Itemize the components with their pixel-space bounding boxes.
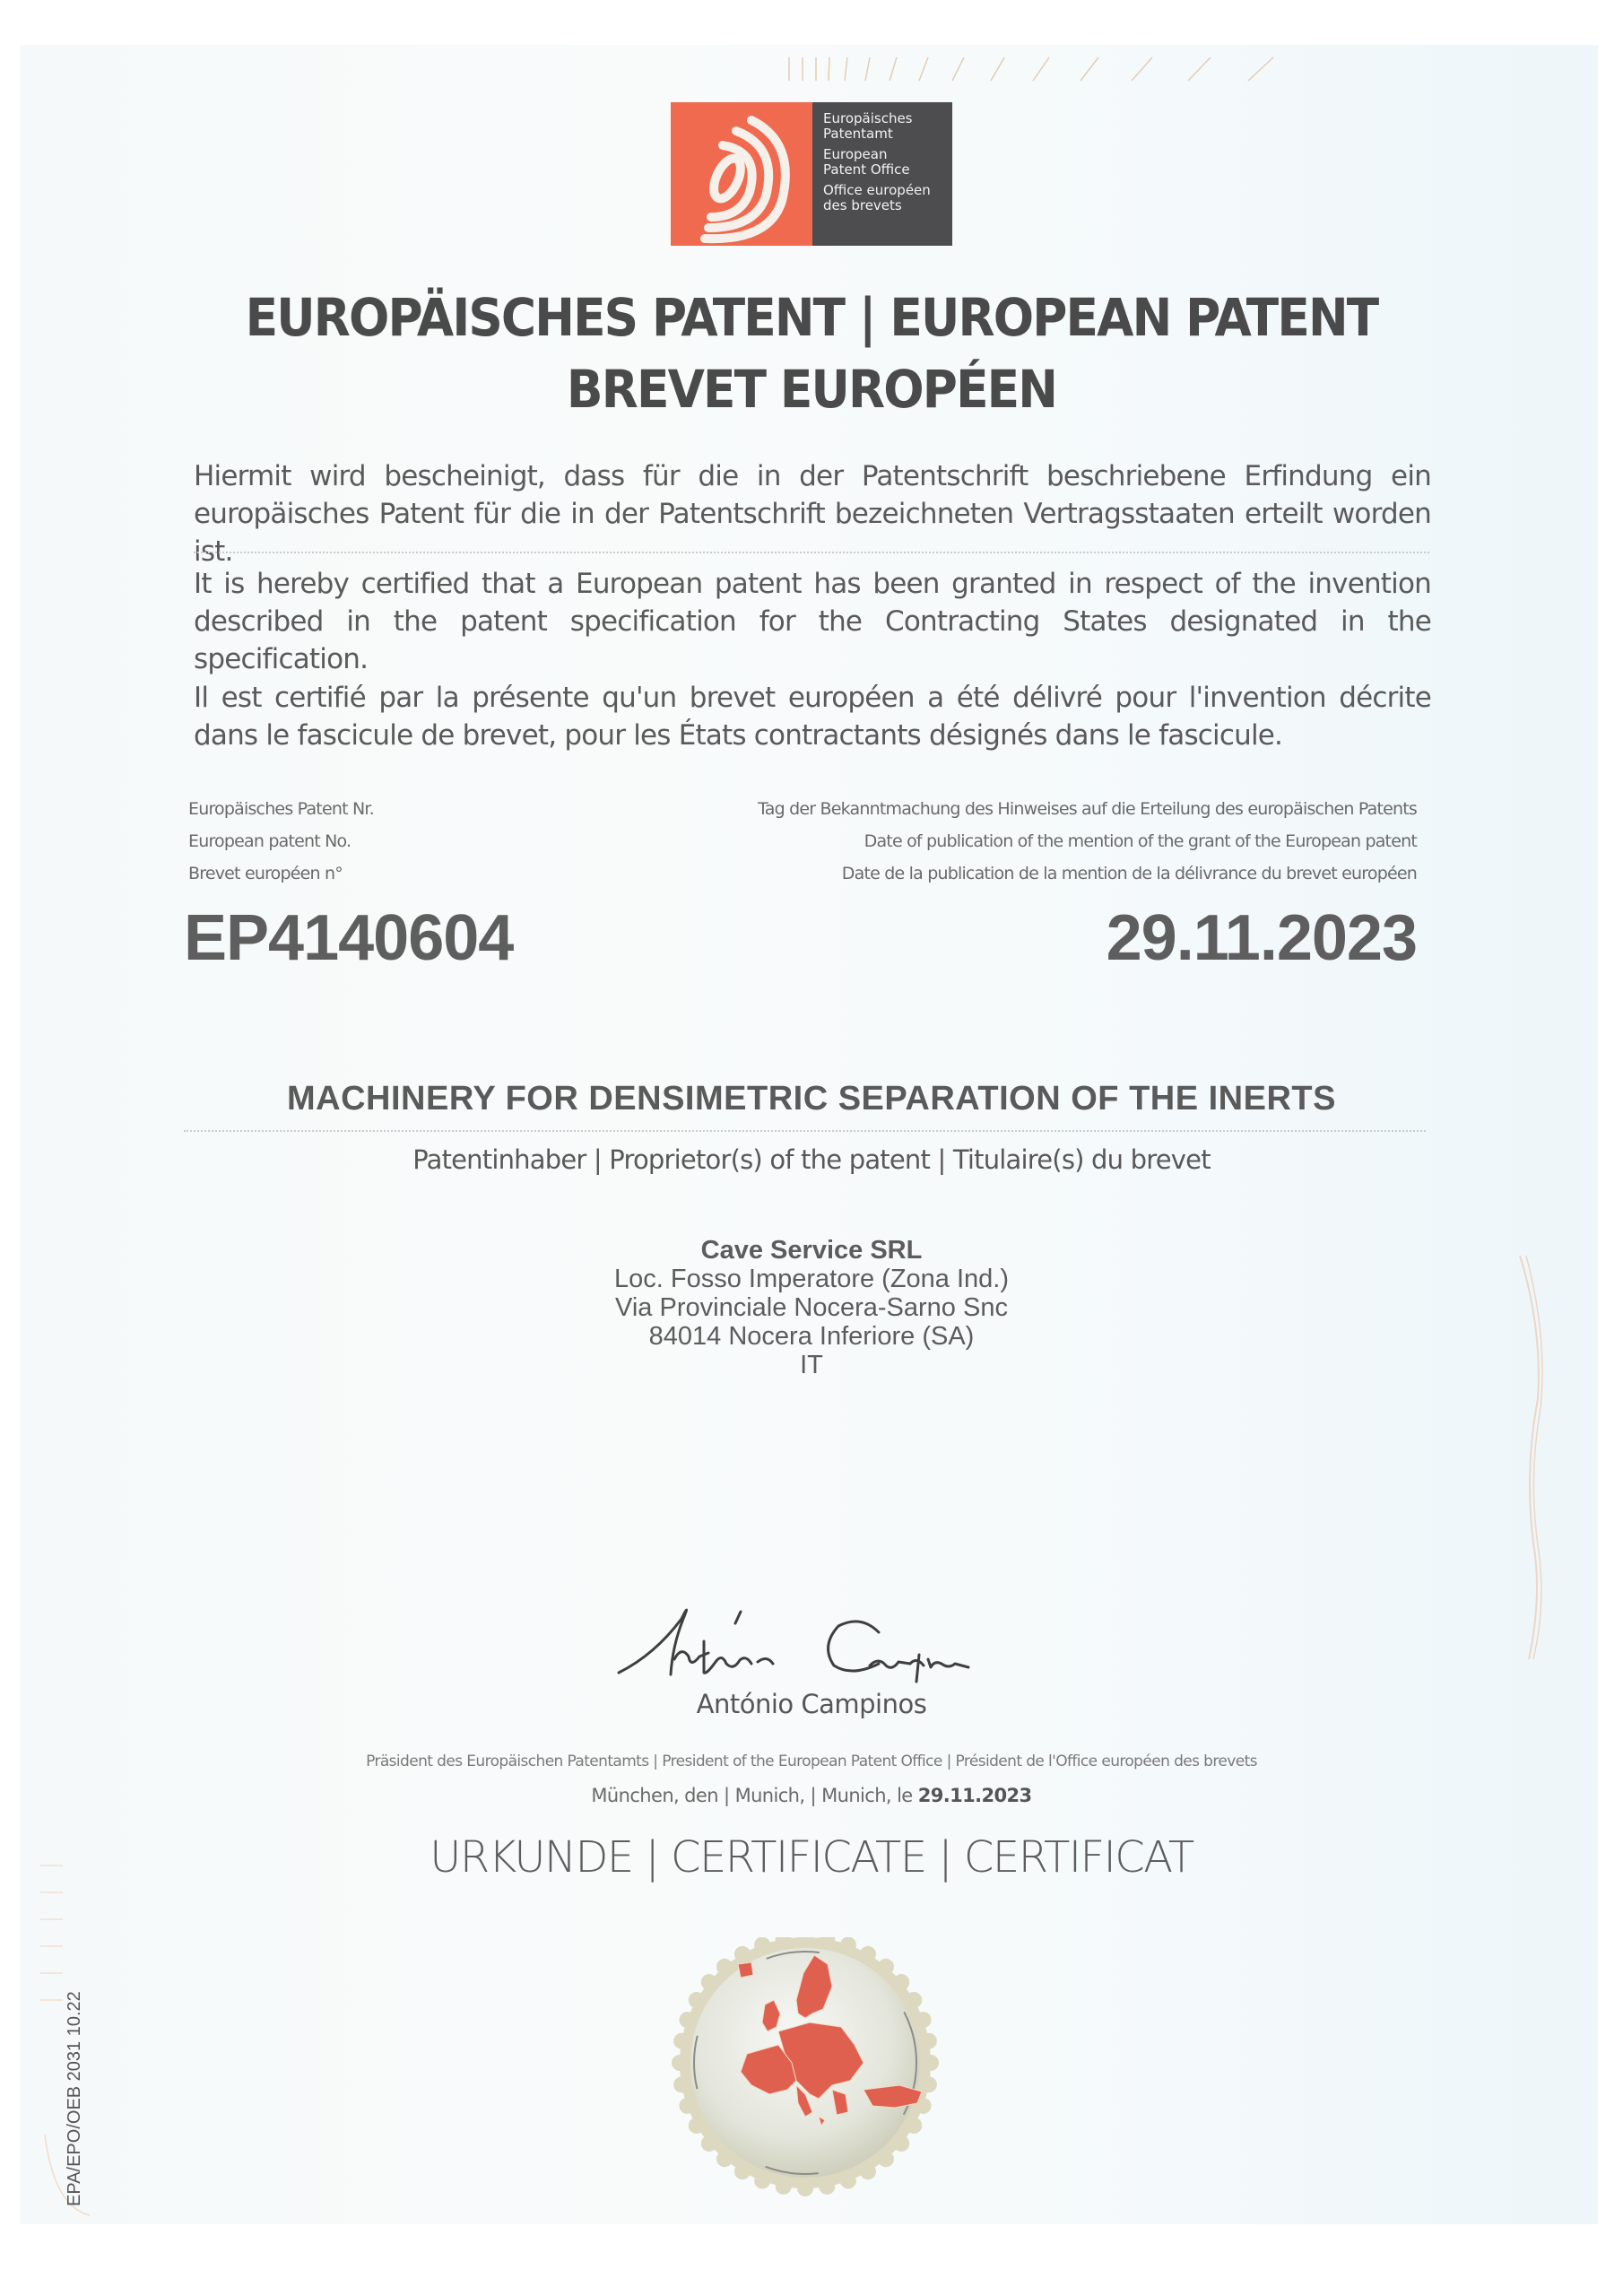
publication-date-label-en: Date of publication of the mention of the grant of the European patent	[864, 831, 1417, 851]
statement-german: Hiermit wird bescheinigt, dass für die in der Patentschrift beschriebene Erfindung ein europäisches Patent für die in der Patentschrift bezeichneten Vertragsstaaten erteilt worden ist.	[194, 460, 1431, 568]
publication-date: 29.11.2023	[1106, 902, 1417, 974]
seal-edge-tooth	[689, 2118, 705, 2134]
seal-edge-tooth	[860, 2163, 876, 2179]
seal-edge-tooth	[906, 2118, 922, 2134]
guilloche-decoration-top	[780, 56, 1318, 83]
seal-edge-tooth	[916, 2012, 932, 2028]
seal-edge-tooth	[754, 2173, 770, 2189]
logo-line: des brevets	[823, 197, 902, 213]
place-label: München, den | Munich, | Munich, le	[591, 1785, 913, 1806]
form-code: EPA/EPO/OEB 2031 10.22	[65, 1991, 84, 2206]
proprietor-country: IT	[800, 1351, 823, 1379]
proprietor-label: Patentinhaber | Proprietor(s) of the patent | Titulaire(s) du brevet	[412, 1144, 1211, 1175]
seal-edge-tooth	[819, 2179, 835, 2195]
seal-edge-tooth	[840, 2173, 856, 2189]
place-and-date	[0, 1785, 1623, 1806]
seal-edge-tooth	[921, 2033, 937, 2049]
document-title-line-1: EUROPÄISCHES PATENT | EUROPEAN PATENT	[245, 287, 1378, 348]
seal-edge-tooth	[679, 2012, 695, 2028]
epo-logo	[671, 102, 952, 246]
seal-edge-tooth	[672, 2055, 688, 2071]
publication-date-label-de: Tag der Bekanntmachung des Hinweises auf die Erteilung des europäischen Patents	[758, 799, 1417, 819]
certificate-label: URKUNDE | CERTIFICATE | CERTIFICAT	[430, 1832, 1193, 1883]
proprietor-name: Cave Service SRL	[700, 1236, 923, 1265]
handwritten-signature	[601, 1592, 986, 1691]
europe-map-seal-icon	[662, 1937, 949, 2224]
publication-date-label-fr: Date de la publication de la mention de la délivrance du brevet européen	[841, 864, 1417, 883]
seal-edge-tooth	[878, 1959, 894, 1975]
dotted-separator	[184, 1130, 1426, 1132]
seal-edge-tooth	[701, 2135, 717, 2152]
document-title-line-2: BREVET EUROPÉEN	[566, 359, 1057, 420]
seal-edge-tooth	[906, 1992, 922, 2008]
seal-edge-tooth	[679, 2098, 695, 2114]
epo-logo-text	[812, 102, 952, 246]
proprietor-address-line: Via Provinciale Nocera-Sarno Snc	[615, 1293, 1008, 1322]
seal-edge-tooth	[734, 2163, 751, 2179]
seal-edge-tooth	[923, 2055, 939, 2071]
patent-number-labels	[188, 793, 374, 890]
publication-date-labels	[758, 793, 1417, 890]
seal-edge-tooth	[776, 2179, 792, 2195]
statement-english: It is hereby certified that a European patent has been granted in respect of the invention described in the patent specification for the Contracting States designated in the specification.	[194, 568, 1431, 675]
logo-line: European	[823, 146, 888, 162]
seal-edge-tooth	[716, 1959, 733, 1975]
patent-number-label-de: Europäisches Patent Nr.	[188, 799, 374, 819]
statement-french: Il est certifié par la présente qu'un brevet européen a été délivré pour l'invention décrite dans le fascicule de brevet, pour les États contractants désignés dans le fascicule.	[194, 682, 1431, 752]
seal-edge-tooth	[921, 2076, 937, 2092]
seal-edge-tooth	[878, 2151, 894, 2167]
invention-title: MACHINERY FOR DENSIMETRIC SEPARATION OF THE INERTS	[287, 1080, 1336, 1118]
patent-number-label-en: European patent No.	[188, 831, 352, 851]
seal-edge-tooth	[673, 2076, 690, 2092]
epo-logo-mark-icon	[671, 102, 812, 246]
logo-line: Patent Office	[823, 161, 910, 178]
signing-date: 29.11.2023	[917, 1785, 1032, 1806]
seal-edge-tooth	[673, 2033, 690, 2049]
seal-edge-tooth	[840, 1937, 856, 1952]
signatory-name: António Campinos	[696, 1689, 927, 1719]
seal-edge-tooth	[689, 1992, 705, 2008]
seal-edge-tooth	[860, 1946, 876, 1962]
logo-line: Office européen	[823, 182, 931, 198]
proprietor-address-line: Loc. Fosso Imperatore (Zona Ind.)	[613, 1265, 1010, 1293]
seal-edge-tooth	[734, 1946, 751, 1962]
patent-number-label-fr: Brevet européen n°	[188, 864, 343, 883]
seal-edge-tooth	[701, 1974, 717, 1990]
patent-number: EP4140604	[184, 902, 514, 974]
proprietor-block	[0, 1236, 1623, 1379]
seal-edge-tooth	[893, 1974, 909, 1990]
dotted-separator	[194, 552, 1429, 553]
seal-edge-tooth	[754, 1937, 770, 1952]
logo-line: Europäisches	[823, 110, 913, 126]
proprietor-address-line: 84014 Nocera Inferiore (SA)	[648, 1322, 975, 1351]
signatory-role: Präsident des Europäischen Patentamts | President of the European Patent Office | Président de l'Office européen des brevets	[366, 1752, 1257, 1770]
seal-edge-tooth	[797, 2180, 813, 2196]
seal-edge-tooth	[893, 2135, 909, 2152]
logo-line: Patentamt	[823, 126, 893, 142]
seal-edge-tooth	[716, 2151, 733, 2167]
